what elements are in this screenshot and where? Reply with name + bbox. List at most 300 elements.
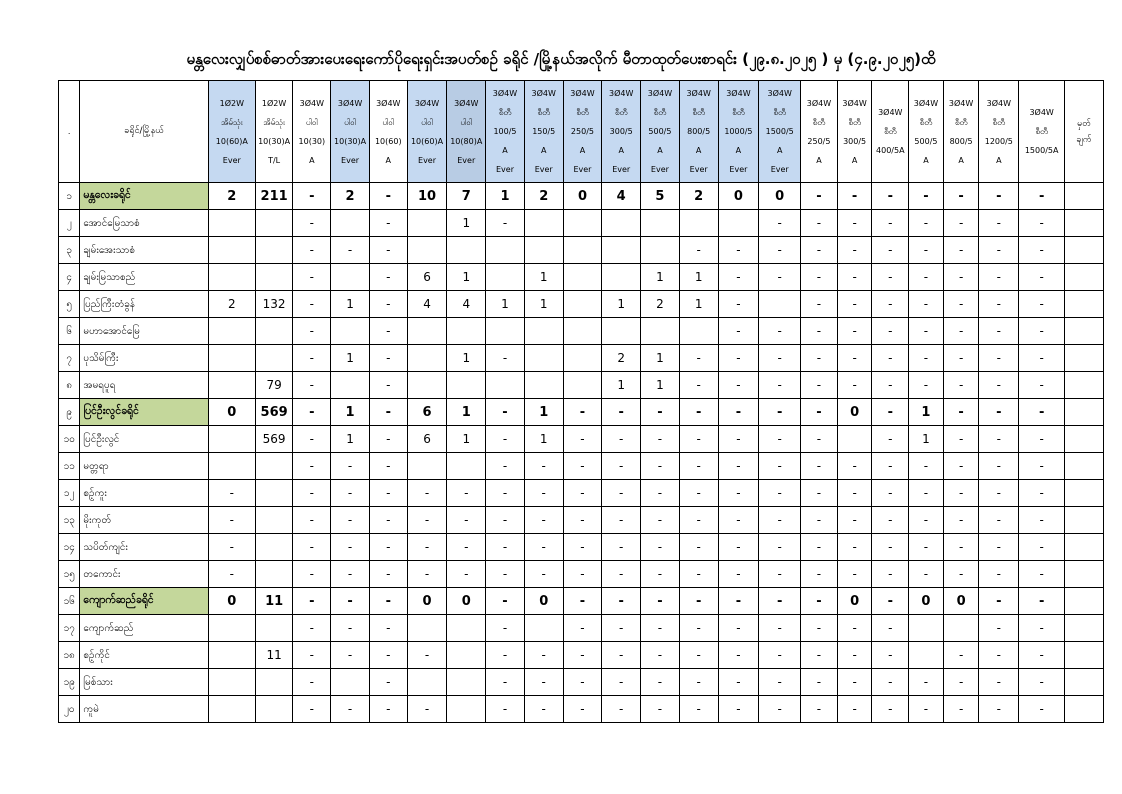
header-line: A xyxy=(816,155,822,165)
count-cell: 2 xyxy=(208,183,255,210)
township-row xyxy=(59,696,1104,723)
note-cell xyxy=(1065,507,1104,534)
header-line: ပါဝါ xyxy=(382,117,395,127)
note-cell xyxy=(1065,372,1104,399)
meter-issue-table xyxy=(58,80,1104,723)
count-cell: - xyxy=(801,183,838,210)
count-cell: 0 xyxy=(407,588,447,615)
header-line: 3Ø4W xyxy=(878,108,903,117)
township-name: ပုသိမ်ကြီး xyxy=(80,345,208,372)
row-index: ၇ xyxy=(59,345,80,372)
count-cell: - xyxy=(872,183,909,210)
count-cell: - xyxy=(679,507,718,534)
count-cell xyxy=(447,669,486,696)
count-cell: - xyxy=(759,534,801,561)
count-cell xyxy=(602,318,641,345)
count-cell: - xyxy=(909,210,944,237)
header-meter-type xyxy=(909,81,944,183)
count-cell xyxy=(208,669,255,696)
row-index: ၄ xyxy=(59,264,80,291)
count-cell: 0 xyxy=(943,588,979,615)
district-row xyxy=(59,183,1104,210)
count-cell: - xyxy=(563,561,602,588)
count-cell: - xyxy=(208,561,255,588)
count-cell: - xyxy=(524,696,563,723)
count-cell: - xyxy=(872,507,909,534)
header-line: T/L xyxy=(268,155,281,165)
count-cell: - xyxy=(837,210,872,237)
count-cell: - xyxy=(759,615,801,642)
count-cell xyxy=(447,615,486,642)
count-cell xyxy=(208,453,255,480)
count-cell: - xyxy=(293,669,331,696)
count-cell: - xyxy=(909,507,944,534)
count-cell: - xyxy=(909,237,944,264)
count-cell xyxy=(718,210,759,237)
header-line: A xyxy=(618,146,624,155)
count-cell: 1 xyxy=(679,264,718,291)
count-cell: - xyxy=(293,561,331,588)
count-cell xyxy=(255,561,293,588)
note-cell xyxy=(1065,237,1104,264)
count-cell: - xyxy=(909,183,944,210)
count-cell: - xyxy=(1019,210,1065,237)
row-index: ၂၀ xyxy=(59,696,80,723)
count-cell: - xyxy=(486,642,525,669)
count-cell: 7 xyxy=(447,183,486,210)
count-cell: 0 xyxy=(208,399,255,426)
header-row xyxy=(59,81,1104,183)
header-index: . xyxy=(59,81,80,183)
count-cell: 10 xyxy=(407,183,447,210)
row-index: ၁၈ xyxy=(59,642,80,669)
count-cell xyxy=(486,318,525,345)
count-cell: 4 xyxy=(407,291,447,318)
count-cell: - xyxy=(524,480,563,507)
count-cell: 79 xyxy=(255,372,293,399)
count-cell xyxy=(641,237,680,264)
count-cell xyxy=(407,210,447,237)
count-cell: - xyxy=(563,480,602,507)
count-cell: - xyxy=(331,615,370,642)
count-cell: - xyxy=(943,399,979,426)
note-cell xyxy=(1065,453,1104,480)
township-name: မိုးကုတ် xyxy=(80,507,208,534)
count-cell: - xyxy=(293,372,331,399)
header-line: စီတီ xyxy=(1035,127,1048,136)
count-cell: 11 xyxy=(255,588,293,615)
count-cell: 0 xyxy=(759,183,801,210)
header-line: 10(60)A xyxy=(215,136,248,146)
header-meter-type xyxy=(759,81,801,183)
township-row xyxy=(59,453,1104,480)
count-cell: 6 xyxy=(407,426,447,453)
count-cell xyxy=(447,372,486,399)
note-cell xyxy=(1065,561,1104,588)
township-name: စဉ့်ကိုင် xyxy=(80,642,208,669)
count-cell: - xyxy=(801,372,838,399)
count-cell: - xyxy=(943,291,979,318)
header-line: 3Ø4W xyxy=(913,98,939,108)
count-cell: - xyxy=(486,480,525,507)
count-cell: - xyxy=(293,588,331,615)
count-cell: - xyxy=(837,561,872,588)
count-cell: - xyxy=(909,372,944,399)
count-cell: - xyxy=(801,588,838,615)
header-line: 800/5 xyxy=(949,136,973,146)
count-cell: - xyxy=(837,291,872,318)
header-line: 3Ø4W xyxy=(842,98,867,108)
count-cell xyxy=(208,615,255,642)
count-cell: - xyxy=(943,507,979,534)
count-cell: - xyxy=(872,696,909,723)
township-row xyxy=(59,237,1104,264)
header-line: 10(30) xyxy=(298,136,326,146)
count-cell xyxy=(208,696,255,723)
count-cell: - xyxy=(331,237,370,264)
count-cell: 2 xyxy=(208,291,255,318)
count-cell xyxy=(407,237,447,264)
header-line: 300/5 xyxy=(609,127,633,136)
count-cell xyxy=(208,426,255,453)
header-line: 1500/5 xyxy=(765,127,794,136)
count-cell: - xyxy=(909,696,944,723)
header-line: 1Ø2W xyxy=(261,98,287,108)
count-cell: - xyxy=(718,696,759,723)
count-cell: - xyxy=(801,669,838,696)
township-row xyxy=(59,534,1104,561)
township-row xyxy=(59,318,1104,345)
count-cell: 1 xyxy=(447,210,486,237)
header-line: 10(60) xyxy=(374,136,402,146)
count-cell: - xyxy=(837,237,872,264)
count-cell: - xyxy=(872,372,909,399)
count-cell: - xyxy=(486,399,525,426)
count-cell: 1 xyxy=(679,291,718,318)
count-cell: 0 xyxy=(447,588,486,615)
header-line: 800/5 xyxy=(687,127,711,136)
count-cell: 1 xyxy=(524,399,563,426)
count-cell: - xyxy=(872,210,909,237)
district-name: ပြင်ဦးလွင်ခရိုင် xyxy=(80,399,208,426)
count-cell xyxy=(255,264,293,291)
header-line: 3Ø4W xyxy=(767,89,792,98)
count-cell: - xyxy=(369,534,407,561)
count-cell: - xyxy=(486,345,525,372)
count-cell xyxy=(255,507,293,534)
count-cell xyxy=(208,372,255,399)
header-meter-type xyxy=(331,81,370,183)
count-cell: - xyxy=(801,642,838,669)
count-cell: - xyxy=(1019,507,1065,534)
count-cell: - xyxy=(641,507,680,534)
township-name: ကျောက်ဆည် xyxy=(80,615,208,642)
count-cell: - xyxy=(1019,615,1065,642)
count-cell: - xyxy=(837,615,872,642)
count-cell: - xyxy=(641,615,680,642)
count-cell: - xyxy=(1019,696,1065,723)
count-cell: - xyxy=(759,669,801,696)
township-row xyxy=(59,561,1104,588)
count-cell: - xyxy=(837,183,872,210)
note-cell xyxy=(1065,318,1104,345)
count-cell xyxy=(255,534,293,561)
header-line: A xyxy=(776,146,783,155)
header-line: 3Ø4W xyxy=(1029,108,1054,117)
count-cell: - xyxy=(486,534,525,561)
count-cell: - xyxy=(909,480,944,507)
count-cell: - xyxy=(718,426,759,453)
count-cell: - xyxy=(293,507,331,534)
header-line: Ever xyxy=(612,165,631,174)
count-cell xyxy=(602,210,641,237)
header-line: စီတီ xyxy=(773,108,786,117)
count-cell: 6 xyxy=(407,399,447,426)
count-cell: - xyxy=(718,264,759,291)
count-cell: - xyxy=(872,588,909,615)
count-cell: - xyxy=(293,345,331,372)
count-cell xyxy=(331,210,370,237)
count-cell: - xyxy=(801,615,838,642)
count-cell: - xyxy=(979,507,1019,534)
header-line: 3Ø4W xyxy=(806,98,832,108)
count-cell: - xyxy=(801,345,838,372)
count-cell: 0 xyxy=(563,183,602,210)
count-cell: 569 xyxy=(255,399,293,426)
row-index: ၆ xyxy=(59,318,80,345)
township-name: ပြည်ကြီးတံခွန် xyxy=(80,291,208,318)
count-cell: 569 xyxy=(255,426,293,453)
page-title: မန္တလေးလျှပ်စစ်ဓာတ်အားပေးရေးကော်ပိုရေးရှင်းအပတ်စဉ် ခရိုင် /မြို့နယ်အလိုက် မီတာထုတ်ပေးစာရင်း (၂၉.၈.၂၀၂၅ ) မှ (၄.၉.၂၀၂၅)ထိ xyxy=(186,50,936,68)
count-cell: - xyxy=(486,210,525,237)
count-cell xyxy=(563,210,602,237)
township-name: ကူမဲ xyxy=(80,696,208,723)
count-cell xyxy=(486,264,525,291)
count-cell xyxy=(524,372,563,399)
count-cell: - xyxy=(1019,426,1065,453)
count-cell: - xyxy=(1019,561,1065,588)
count-cell: 1 xyxy=(524,264,563,291)
count-cell: 1 xyxy=(331,345,370,372)
count-cell: - xyxy=(486,669,525,696)
count-cell: - xyxy=(837,480,872,507)
note-cell xyxy=(1065,642,1104,669)
township-row xyxy=(59,615,1104,642)
count-cell: - xyxy=(837,372,872,399)
count-cell: - xyxy=(943,480,979,507)
count-cell xyxy=(331,372,370,399)
count-cell xyxy=(909,615,944,642)
header-line: အိမ်သုံး xyxy=(263,117,285,127)
count-cell: - xyxy=(1019,318,1065,345)
count-cell: 1 xyxy=(641,264,680,291)
township-row xyxy=(59,426,1104,453)
township-row xyxy=(59,669,1104,696)
count-cell: - xyxy=(563,453,602,480)
count-cell: - xyxy=(1019,345,1065,372)
count-cell: - xyxy=(563,399,602,426)
count-cell: - xyxy=(1019,669,1065,696)
count-cell: - xyxy=(679,480,718,507)
header-line: Ever xyxy=(222,155,241,165)
count-cell: - xyxy=(447,480,486,507)
count-cell: - xyxy=(872,534,909,561)
header-line: Ever xyxy=(457,155,476,165)
header-line: 400/5A xyxy=(876,146,905,155)
count-cell xyxy=(524,318,563,345)
count-cell: - xyxy=(641,534,680,561)
count-cell: - xyxy=(407,480,447,507)
count-cell: - xyxy=(1019,642,1065,669)
row-index: ၉ xyxy=(59,399,80,426)
header-line: A xyxy=(502,146,508,155)
count-cell: 1 xyxy=(447,399,486,426)
count-cell: - xyxy=(837,318,872,345)
header-line: A xyxy=(579,146,586,155)
count-cell: - xyxy=(369,318,407,345)
count-cell: - xyxy=(718,615,759,642)
count-cell: - xyxy=(759,399,801,426)
count-cell: - xyxy=(837,696,872,723)
header-meter-type xyxy=(872,81,909,183)
count-cell xyxy=(407,345,447,372)
count-cell xyxy=(563,291,602,318)
count-cell: - xyxy=(718,318,759,345)
header-line: 1Ø2W xyxy=(219,98,244,108)
count-cell: - xyxy=(331,534,370,561)
count-cell: - xyxy=(641,642,680,669)
count-cell: 11 xyxy=(255,642,293,669)
count-cell xyxy=(208,642,255,669)
count-cell: - xyxy=(563,426,602,453)
count-cell: - xyxy=(524,642,563,669)
header-line: A xyxy=(309,155,315,165)
count-cell: - xyxy=(943,183,979,210)
count-cell: - xyxy=(679,669,718,696)
count-cell: - xyxy=(759,426,801,453)
count-cell: - xyxy=(718,480,759,507)
header-line: 1200/5 xyxy=(984,136,1013,146)
count-cell xyxy=(524,615,563,642)
count-cell: - xyxy=(407,642,447,669)
header-line: 100/5 xyxy=(493,127,517,136)
count-cell: - xyxy=(486,453,525,480)
count-cell: - xyxy=(369,588,407,615)
count-cell: - xyxy=(602,399,641,426)
count-cell: 6 xyxy=(407,264,447,291)
count-cell: - xyxy=(641,453,680,480)
count-cell: - xyxy=(447,561,486,588)
count-cell: - xyxy=(679,345,718,372)
row-index: ၁၅ xyxy=(59,561,80,588)
count-cell xyxy=(641,210,680,237)
count-cell: - xyxy=(759,642,801,669)
count-cell: 2 xyxy=(524,183,563,210)
row-index: ၁၇ xyxy=(59,615,80,642)
count-cell: - xyxy=(979,345,1019,372)
district-row xyxy=(59,399,1104,426)
header-line: A xyxy=(735,146,742,155)
count-cell: - xyxy=(909,561,944,588)
header-meter-type xyxy=(486,81,525,183)
note-cell xyxy=(1065,426,1104,453)
count-cell xyxy=(255,318,293,345)
count-cell: - xyxy=(447,534,486,561)
header-line: စီတီ xyxy=(653,108,667,117)
count-cell: - xyxy=(872,237,909,264)
count-cell: - xyxy=(909,264,944,291)
count-cell: - xyxy=(369,453,407,480)
count-cell: - xyxy=(801,561,838,588)
count-cell xyxy=(255,615,293,642)
header-line: 250/5 xyxy=(570,127,594,136)
count-cell: - xyxy=(909,453,944,480)
header-line: ပါဝါ xyxy=(305,117,318,127)
count-cell: - xyxy=(943,345,979,372)
header-line: 300/5 xyxy=(843,136,867,146)
count-cell: - xyxy=(369,183,407,210)
count-cell: - xyxy=(759,210,801,237)
count-cell: - xyxy=(979,372,1019,399)
count-cell xyxy=(331,318,370,345)
header-line: 3Ø4W xyxy=(299,98,325,108)
header-meter-type xyxy=(602,81,641,183)
count-cell: - xyxy=(718,291,759,318)
count-cell: - xyxy=(718,507,759,534)
count-cell xyxy=(447,237,486,264)
count-cell: - xyxy=(563,696,602,723)
count-cell: - xyxy=(909,669,944,696)
count-cell xyxy=(255,210,293,237)
count-cell: - xyxy=(602,615,641,642)
count-cell: - xyxy=(979,426,1019,453)
count-cell: - xyxy=(331,696,370,723)
count-cell: - xyxy=(293,210,331,237)
header-meter-type xyxy=(837,81,872,183)
header-line: စီတီ xyxy=(812,117,826,127)
header-meter-type xyxy=(255,81,293,183)
count-cell: 1 xyxy=(331,399,370,426)
count-cell: - xyxy=(872,561,909,588)
note-cell xyxy=(1065,615,1104,642)
count-cell xyxy=(943,615,979,642)
count-cell xyxy=(255,696,293,723)
count-cell xyxy=(602,237,641,264)
township-row xyxy=(59,642,1104,669)
township-row xyxy=(59,480,1104,507)
count-cell: - xyxy=(759,264,801,291)
count-cell: - xyxy=(407,561,447,588)
note-cell xyxy=(1065,534,1104,561)
township-name: မြစ်သား xyxy=(80,669,208,696)
header-line: 10(30)A xyxy=(334,136,367,146)
count-cell: - xyxy=(641,561,680,588)
note-cell xyxy=(1065,183,1104,210)
count-cell: - xyxy=(1019,291,1065,318)
header-line: Ever xyxy=(650,165,669,174)
count-cell: - xyxy=(407,534,447,561)
count-cell: 1 xyxy=(524,426,563,453)
header-line: ပါဝါ xyxy=(421,117,433,127)
count-cell: 1 xyxy=(486,291,525,318)
count-cell: - xyxy=(679,696,718,723)
count-cell: - xyxy=(641,399,680,426)
header-line: 3Ø4W xyxy=(454,98,479,108)
count-cell: - xyxy=(293,642,331,669)
note-cell xyxy=(1065,345,1104,372)
row-index: ၂ xyxy=(59,210,80,237)
count-cell: - xyxy=(801,318,838,345)
